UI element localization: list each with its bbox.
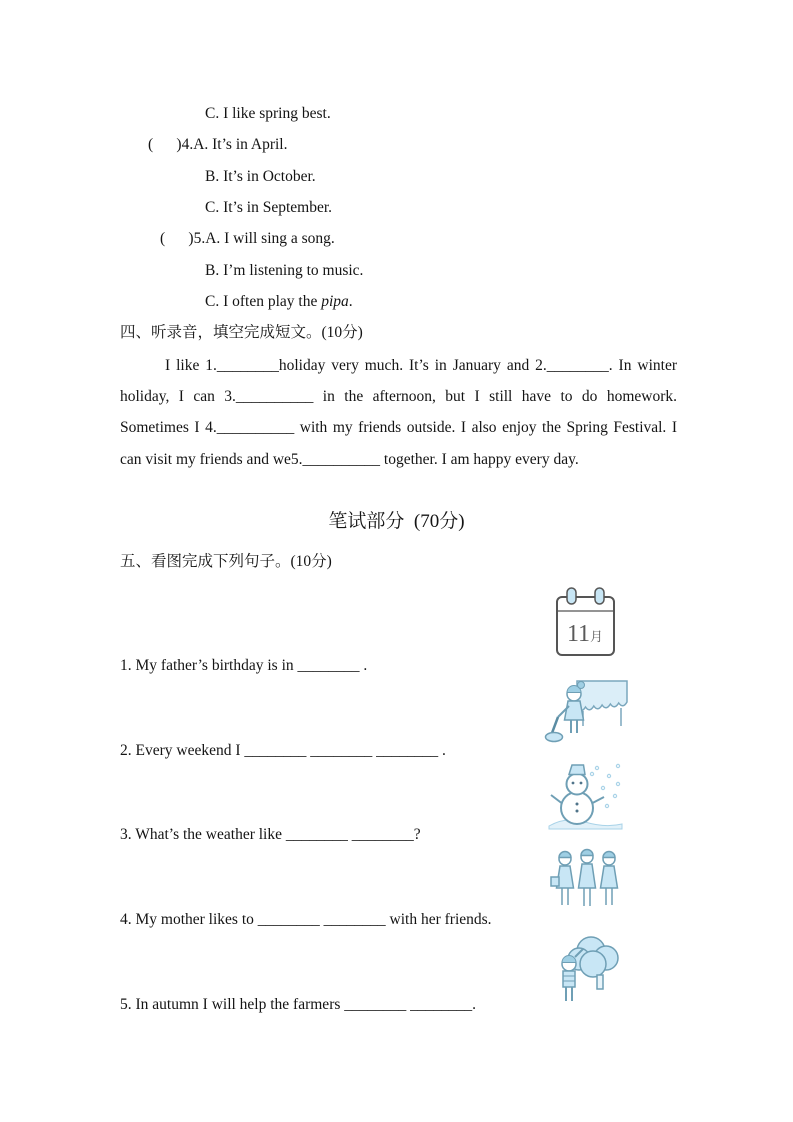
boy-picking-fruit-icon (546, 930, 626, 1007)
calendar-unit: 月 (590, 629, 604, 644)
choice-5c-italic-word: pipa (321, 293, 349, 310)
picking-fruit-illustration (546, 930, 626, 1007)
choice-line-4a: ( )4.A. It’s in April. (148, 136, 288, 153)
calendar-november-icon (554, 586, 617, 660)
choice-line-4c: C. It’s in September. (205, 199, 333, 216)
shopping-illustration (549, 843, 626, 916)
snowman-illustration (547, 760, 624, 830)
cloze-passage: I like 1.________holiday very much. It’s in January and 2.________. In winter holiday, I can 3.__________ in the afternoon, but I still have to do homework. Sometimes I 4.__________ with my friends outside. I also enjoy the Spring Festival. I can visit my friends and we5.__________ together. I am happy every day. (120, 357, 677, 468)
calendar-illustration (554, 586, 617, 660)
fill-blank-sentence-1: 1. My father’s birthday is in ________ . (120, 657, 368, 674)
choice-5c-suffix: . (348, 293, 353, 310)
vacuuming-illustration (543, 676, 630, 745)
snowman-icon (547, 760, 624, 830)
choice-line-4b: B. It’s in October. (205, 168, 316, 185)
written-part-title: 笔试部分 (70分) (328, 511, 465, 532)
section-5-header: 五、看图完成下列句子。(10分) (120, 553, 332, 570)
fill-blank-sentence-2: 2. Every weekend I ________ ________ ________ . (120, 742, 446, 759)
fill-blank-sentence-5: 5. In autumn I will help the farmers ________ ________. (120, 996, 477, 1013)
choice-line-3c: C. I like spring best. (205, 105, 331, 122)
choice-line-5a: ( )5.A. I will sing a song. (160, 230, 335, 247)
girls-shopping-icon (549, 843, 626, 916)
choice-line-5b: B. I’m listening to music. (205, 262, 364, 279)
calendar-number: 11 (566, 621, 591, 647)
fill-blank-sentence-4: 4. My mother likes to ________ ________ with her friends. (120, 911, 492, 928)
choice-5c-prefix: C. I often play the (205, 293, 322, 310)
section-4-header: 四、听录音，填空完成短文。(10分) (120, 324, 363, 341)
fill-blank-sentence-3: 3. What’s the weather like ________ ________? (120, 826, 421, 843)
choice-line-5c (205, 291, 353, 313)
girl-vacuuming-icon (543, 676, 630, 745)
